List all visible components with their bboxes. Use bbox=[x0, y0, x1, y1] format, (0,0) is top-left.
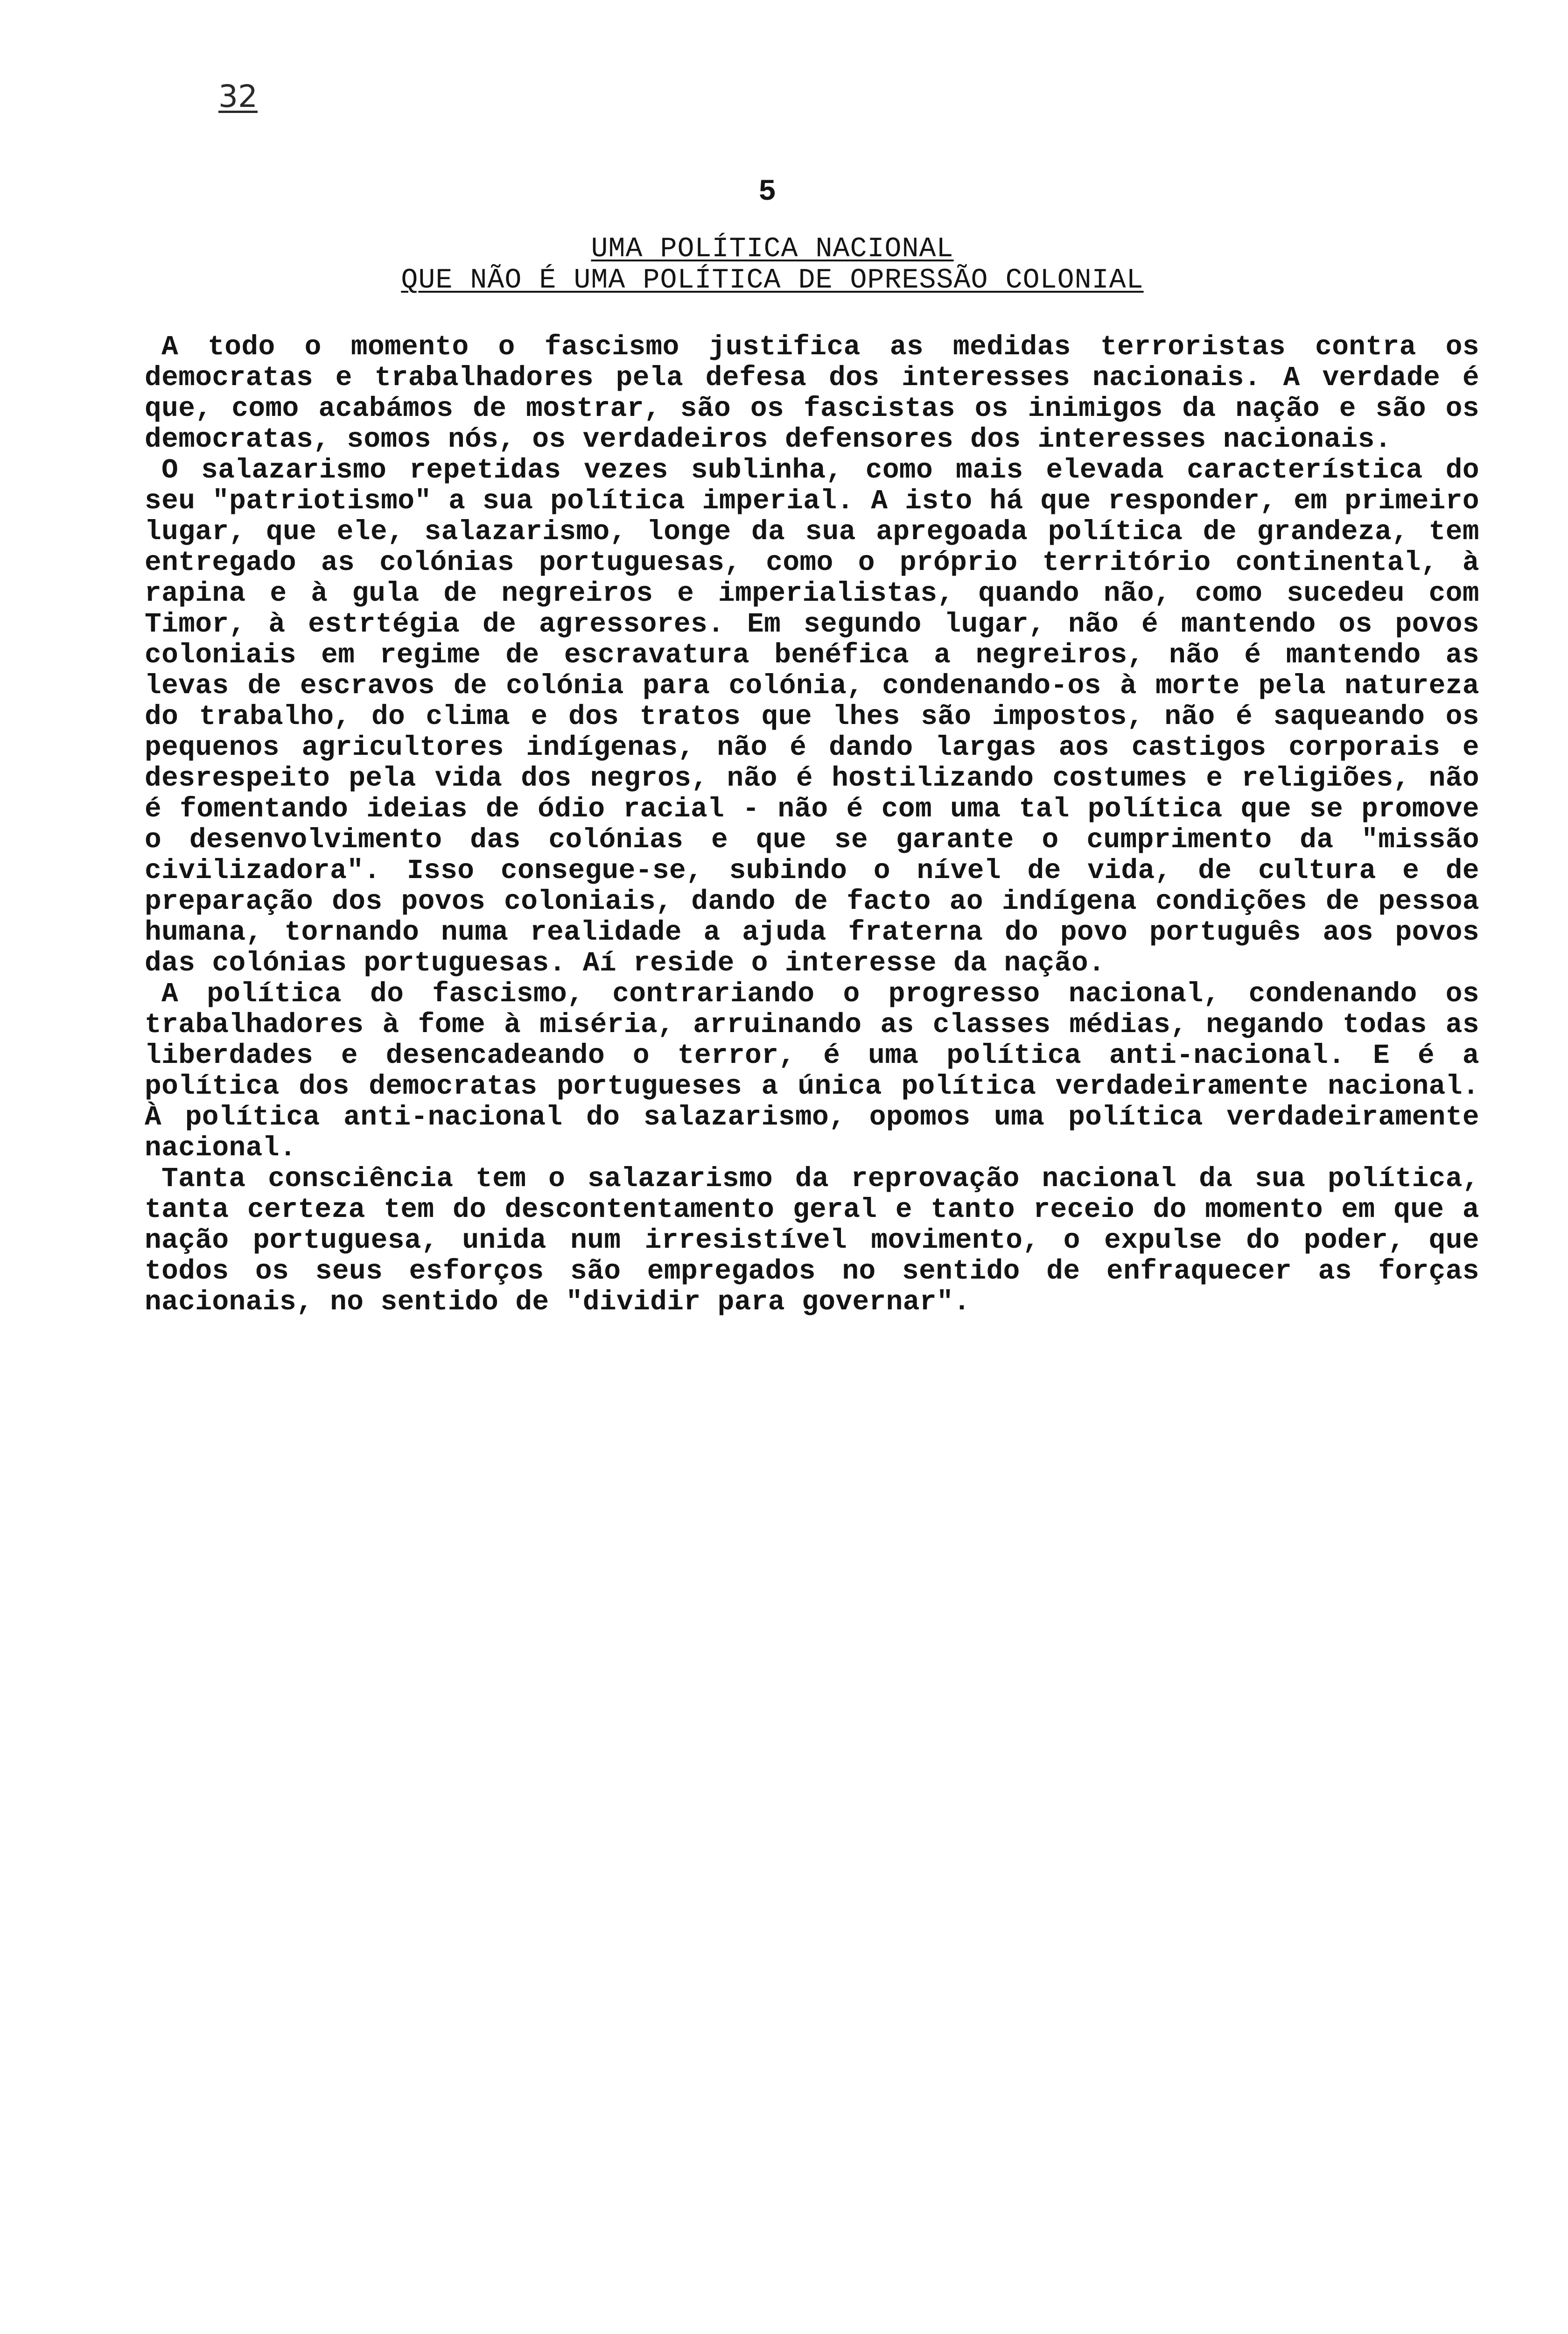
heading-title: UMA POLÍTICA NACIONAL bbox=[591, 233, 954, 265]
paragraph-3: A política do fascismo, contrariando o progresso nacional, condenando os trabalhadores à fome à miséria, arruinando as classes médias, negando todas as liberdades e desencadeando o terror, é uma política anti-nacional. E é a política dos democratas portugueses a única política verdadeiramente nacional. À política anti-nacional do salazarismo, opomos uma política verdadeiramente nacional. bbox=[145, 978, 1479, 1164]
section-number: 5 bbox=[758, 176, 777, 209]
page-number: 32 bbox=[218, 78, 258, 114]
body-text bbox=[145, 331, 1479, 1317]
paragraph-4: Tanta consciência tem o salazarismo da reprovação nacional da sua política, tanta certeza tem do descontentamento geral e tanto receio do momento em que a nação portuguesa, unida num irresistível movimento, o expulse do poder, que todos os seus esforços são empregados no sentido de enfraquecer as forças nacionais, no sentido de "dividir para governar". bbox=[145, 1163, 1479, 1318]
paragraph-1: A todo o momento o fascismo justifica as medidas terroristas contra os democratas e trabalhadores pela defesa dos interesses nacionais. A verdade é que, como acabámos de mostrar, são os fascistas os inimigos da nação e são os democratas, somos nós, os verdadeiros defensores dos interesses nacionais. bbox=[145, 331, 1479, 455]
heading-subtitle: QUE NÃO É UMA POLÍTICA DE OPRESSÃO COLONIAL bbox=[401, 265, 1144, 296]
paragraph-2: O salazarismo repetidas vezes sublinha, como mais elevada característica do seu "patriotismo" a sua política imperial. A isto há que responder, em primeiro lugar, que ele, salazarismo, longe da sua apregoada política de grandeza, tem entregado as colónias portuguesas, como o próprio território continental, à rapina e à gula de negreiros e imperialistas, quando não, como sucedeu com Timor, à estrtégia de agressores. Em segundo lugar, não é mantendo os povos coloniais em regime de escravatura benéfica a negreiros, não é mantendo as levas de escravos de colónia para colónia, condenando-os à morte pela natureza do trabalho, do clima e dos tratos que lhes são impostos, não é saqueando os pequenos agricultores indígenas, não é dando largas aos castigos corporais e desrespeito pela vida dos negros, não é hostilizando costumes e religiões, não é fomentando ideias de ódio racial - não é com uma tal política que se promove o desenvolvimento das colónias e que se garante o cumprimento da "missão civilizadora". Isso consegue-se, subindo o nível de vida, de cultura e de preparação dos povos coloniais, dando de facto ao indígena condições de pessoa humana, tornando numa realidade a ajuda fraterna do povo português aos povos das colónias portuguesas. Aí reside o interesse da nação. bbox=[145, 454, 1479, 979]
